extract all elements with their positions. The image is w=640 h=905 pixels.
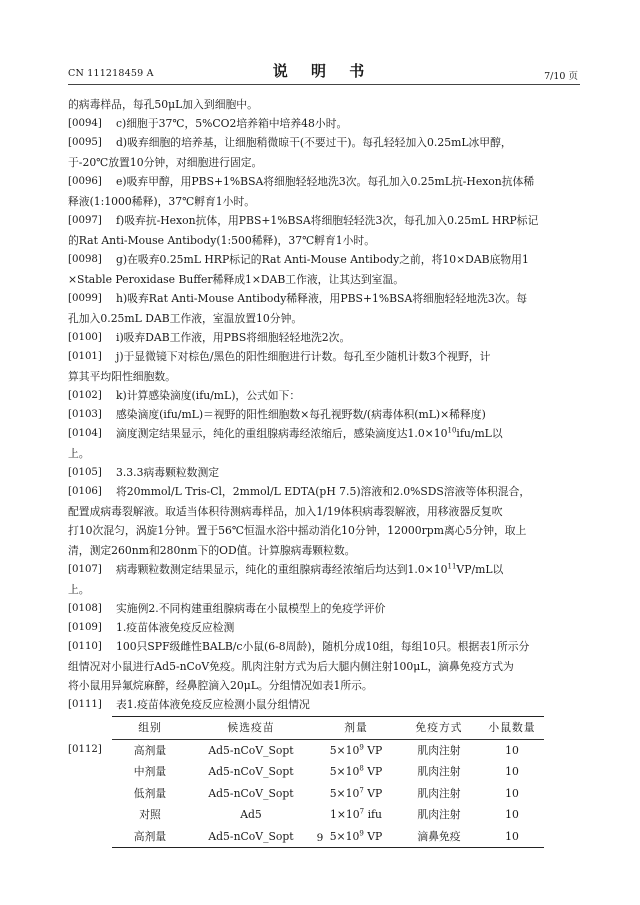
dose-exponent: 7 [359,807,365,816]
paragraph-0105 [68,463,580,483]
paragraph-number: [0101] [68,351,102,362]
paragraph-number: [0097] [68,215,102,226]
table-row [112,783,544,805]
cell-count: 10 [505,808,519,822]
paragraph-number: [0099] [68,293,102,304]
mouse-grouping-table [112,716,544,848]
dose-exponent: 7 [359,786,364,795]
paragraph-body [68,424,580,444]
text-line: 的Rat Anti-Mouse Antibody(1:500稀释)，37℃孵育1小时。 [68,233,376,247]
text-line: 打10次混匀，涡旋1分钟。置于56℃恒温水浴中摇动消化10分钟，12000rpm离心5分钟，取上 [68,524,527,537]
paragraph-body [68,637,580,657]
cell-group: 对照 [139,808,161,822]
column-header-group: 组别 [138,721,162,735]
text-line: f)吸弃抗-Hexon抗体，用PBS+1%BSA将细胞轻轻洗3次，每孔加入0.25mL HRP标记 [116,214,539,227]
dose-unit: VP [363,829,383,843]
column-header-dose: 剂量 [344,721,368,735]
text-line: 释液(1:1000稀释)，37℃孵育1小时。 [68,194,256,208]
cell-dose [314,761,398,783]
paragraph-body [68,289,580,309]
cell-route: 肌肉注射 [417,808,461,822]
text-line: 的病毒样品，每孔50μL加入到细胞中。 [68,98,258,111]
document-number: CN 111218459 A [68,68,154,79]
paragraph-number: [0106] [68,486,102,497]
text-line: k)计算感染滴度(ifu/mL)，公式如下： [116,389,301,402]
paragraph-number: [0100] [68,332,102,343]
header-divider [68,84,580,85]
paragraph-0096 [68,172,580,211]
paragraph-number: [0105] [68,467,102,478]
text-line: 组情况对小鼠进行Ad5-nCoV免疫。肌肉注射方式为后大腿内侧注射100μL，滴鼻免疫方式为 [68,659,514,673]
paragraph-number: [0111] [68,699,102,710]
cell-dose [314,783,398,805]
table-header-row [112,717,544,740]
text-segment: 滴度测定结果显示，纯化的重组腺病毒经浓缩后，感染滴度达1.0×10 [116,427,448,440]
superscript-exponent: 11 [447,562,457,571]
dose-base: 5×10 [329,786,360,800]
superscript-exponent: 10 [447,426,457,435]
paragraph-body [68,328,580,348]
cell-vaccine: Ad5-nCoV_Sopt [208,829,294,843]
text-segment: VP/mL以 [456,563,504,576]
paragraph-0099 [68,289,580,328]
text-line: j)于显微镜下对棕色/黑色的阳性细胞进行计数。每孔至少随机计数3个视野，计 [116,350,491,363]
dose-base: 5×10 [329,743,360,757]
text-line: d)吸弃细胞的培养基，让细胞稍微晾干(不要过干)。每孔轻轻加入0.25mL冰甲醇， [116,136,512,149]
text-line: h)吸弃Rat Anti-Mouse Antibody稀释液，用PBS+1%BSA将细胞轻轻地洗3次。每 [116,292,528,305]
text-line: 清，测定260nm和280nm下的OD值。计算腺病毒颗粒数。 [68,543,356,557]
cell-dose [314,739,398,761]
cell-count: 10 [505,765,519,779]
paragraph-0097 [68,211,580,250]
paragraph-body [68,560,580,580]
cell-group: 高剂量 [133,743,167,757]
table-row [112,761,544,783]
text-line: 算其平均阳性细胞数。 [68,369,176,383]
paragraph-0101 [68,347,580,386]
paragraph-body [68,386,580,406]
paragraph-number: [0096] [68,176,102,187]
dose-base: 1×10 [330,808,360,822]
text-line: 上。 [68,446,90,460]
dose-unit: VP [363,786,383,800]
text-segment: 病毒颗粒数测定结果显示，纯化的重组腺病毒经浓缩后均达到1.0×10 [116,563,448,576]
paragraph-0098 [68,250,580,289]
dose-unit: VP [363,743,383,757]
cell-route: 肌肉注射 [417,743,461,757]
document-title: 说 明 书 [272,62,374,80]
paragraph-number: [0110] [68,641,102,652]
dose-base: 5×10 [329,829,360,843]
paragraph-body [68,347,580,367]
cell-group: 中剂量 [133,765,167,779]
cell-route: 肌肉注射 [417,786,461,800]
text-line [111,424,580,444]
table-caption [68,695,580,715]
text-line: 将20mmol/L Tris-Cl，2mmol/L EDTA(pH 7.5)溶液和2.0%SDS溶液等体积混合， [116,485,531,498]
cell-count: 10 [505,743,519,757]
text-line: i)吸弃DAB工作液，用PBS将细胞轻轻地洗2次。 [116,331,351,344]
paragraph-0100 [68,328,580,348]
section-heading [68,599,580,619]
paragraph-body [68,250,580,270]
paragraph-number: [0098] [68,254,102,265]
page-number: 9 [316,832,324,844]
cell-group: 低剂量 [133,786,167,800]
paragraph-0108 [68,599,580,619]
paragraph-body [68,482,580,502]
cell-vaccine: Ad5 [240,808,262,822]
paragraph-0103 [68,405,580,425]
formula-text [68,405,580,425]
cell-vaccine: Ad5-nCoV_Sopt [208,786,294,800]
paragraph-body [68,172,580,192]
paragraph-number: [0102] [68,390,102,401]
paragraph-number-0112: [0112] [68,744,102,755]
text-line: c)细胞于37℃，5%CO2培养箱中培养48小时。 [116,117,348,130]
column-header-route: 免疫方式 [415,721,463,735]
cell-group: 高剂量 [133,829,167,843]
text-line: ×Stable Peroxidase Buffer稀释成1×DAB工作液，让其达到室温。 [68,272,405,286]
paragraph-0111 [68,695,580,715]
paragraph-0094 [68,114,580,134]
text-line: 于-20℃放置10分钟，对细胞进行固定。 [68,155,263,169]
dose-exponent: 8 [359,764,364,773]
paragraph-body [68,133,580,153]
text-line: 上。 [68,582,90,596]
paragraph-number: [0104] [68,428,102,439]
dose-unit: ifu [364,808,382,822]
dose-unit: VP [363,765,383,779]
table-row [112,739,544,761]
page-of-count: 7/10 页 [544,71,578,82]
paragraph-number: [0103] [68,409,102,420]
text-line: 1.疫苗体液免疫反应检测 [116,621,235,634]
cell-count: 10 [505,829,519,843]
paragraph-number: [0108] [68,603,102,614]
paragraph-continuation [68,95,580,115]
text-line: 将小鼠用异氟烷麻醉，经鼻腔滴入20μL。分组情况如表1所示。 [68,679,373,692]
paragraph-number: [0109] [68,622,102,633]
table-row [112,804,544,826]
text-line: 实施例2.不同构建重组腺病毒在小鼠模型上的免疫学评价 [116,602,386,615]
paragraph-0109 [68,618,580,638]
cell-route: 肌肉注射 [417,765,461,779]
paragraph-number: [0095] [68,137,102,148]
paragraph-0107 [68,560,580,599]
paragraph-0095 [68,133,580,172]
column-header-count: 小鼠数量 [488,721,536,735]
paragraph-number: [0107] [68,564,102,575]
paragraph-number: [0094] [68,118,102,129]
dose-exponent: 9 [359,829,364,838]
text-line: g)在吸弃0.25mL HRP标记的Rat Anti-Mouse Antibody之前，将10×DAB底物用1 [116,253,529,266]
text-line: 孔加入0.25mL DAB工作液，室温放置10分钟。 [68,311,303,325]
section-heading [68,618,580,638]
text-line: 感染滴度(ifu/mL)＝视野的阳性细胞数×每孔视野数/(病毒体积(mL)×稀释度) [116,408,486,421]
text-line: 100只SPF级雌性BALB/c小鼠(6-8周龄)，随机分成10组，每组10只。根据表1所示分 [116,640,530,653]
paragraph-0104 [68,424,580,463]
cell-vaccine: Ad5-nCoV_Sopt [208,743,294,757]
text-line: 配置成病毒裂解液。取适当体积待测病毒样品，加入1/19体积病毒裂解液，用移液器反复吹 [68,504,503,518]
text-line: 3.3.3病毒颗粒数测定 [116,466,220,479]
paragraph-body [68,114,580,134]
section-heading [68,463,580,483]
paragraph-0110 [68,637,580,696]
column-header-vaccine: 候选疫苗 [227,721,275,735]
text-line: e)吸弃甲醇，用PBS+1%BSA将细胞轻轻地洗3次。每孔加入0.25mL抗-Hexon抗体稀 [116,175,535,188]
cell-route: 滴鼻免疫 [417,829,461,843]
dose-base: 5×10 [329,765,360,779]
cell-count: 10 [505,786,519,800]
cell-vaccine: Ad5-nCoV_Sopt [208,765,294,779]
dose-exponent: 9 [359,743,364,752]
text-segment: ifu/mL以 [456,427,503,440]
cell-dose [314,804,398,826]
text-line [111,560,580,580]
paragraph-body [68,211,580,231]
paragraph-0106 [68,482,580,560]
page-header [68,56,578,82]
paragraph-0102 [68,386,580,406]
text-line: 表1.疫苗体液免疫反应检测小鼠分组情况 [116,698,310,711]
